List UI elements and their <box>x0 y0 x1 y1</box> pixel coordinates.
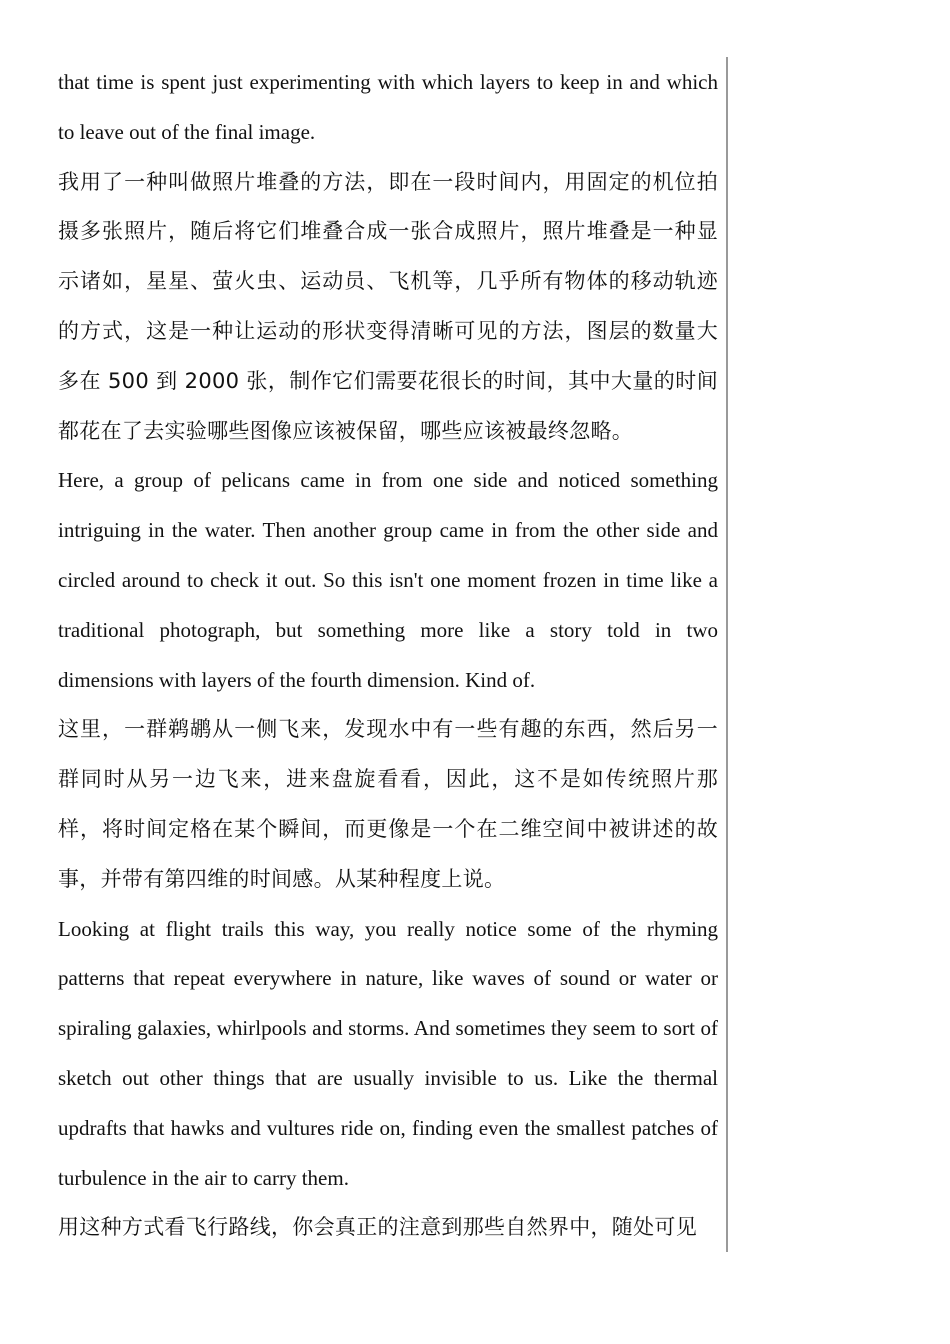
paragraph-zh-3: 用这种方式看飞行路线，你会真正的注意到那些自然界中，随处可见 <box>58 1215 697 1240</box>
paragraph-en-3: Looking at flight trails this way, you really notice some of the rhyming patterns that repeat everywhere in nature, like waves of sound or water or spiraling galaxies, whirlpools and storms. And sometimes they seem to sort of sketch out other things that are usually invisible to us. Like the thermal updrafts that hawks and vultures ride on, finding even the smallest patches of turbulence in the air to carry them. <box>58 916 718 1190</box>
document-body <box>58 58 718 1253</box>
paragraph-zh-1: 我用了一种叫做照片堆叠的方法，即在一段时间内，用固定的机位拍摄多张照片，随后将它们堆叠合成一张合成照片，照片堆叠是一种显示诸如，星星、萤火虫、运动员、飞机等，几乎所有物体的移动轨迹的方式，这是一种让运动的形状变得清晰可见的方法，图层的数量大多在 500 到 2000 张，制作它们需要花很长的时间，其中大量的时间都花在了去实验哪些图像应该被保留，哪些应该被最终忽略。 <box>58 169 718 443</box>
margin-rule <box>726 57 728 1252</box>
paragraph-en-2: Here, a group of pelicans came in from one side and noticed something intriguing in the water. Then another group came in from the other side and circled around to check it out. So this isn't one moment frozen in time like a traditional photograph, but something more like a story told in two dimensions with layers of the fourth dimension. Kind of. <box>58 468 718 692</box>
paragraph-en-1: that time is spent just experimenting with which layers to keep in and which to leave out of the final image. <box>58 70 718 144</box>
paragraph-zh-2: 这里，一群鹈鹕从一侧飞来，发现水中有一些有趣的东西，然后另一群同时从另一边飞来，进来盘旋看看，因此，这不是如传统照片那样，将时间定格在某个瞬间，而更像是一个在二维空间中被讲述的故事，并带有第四维的时间感。从某种程度上说。 <box>58 717 718 891</box>
